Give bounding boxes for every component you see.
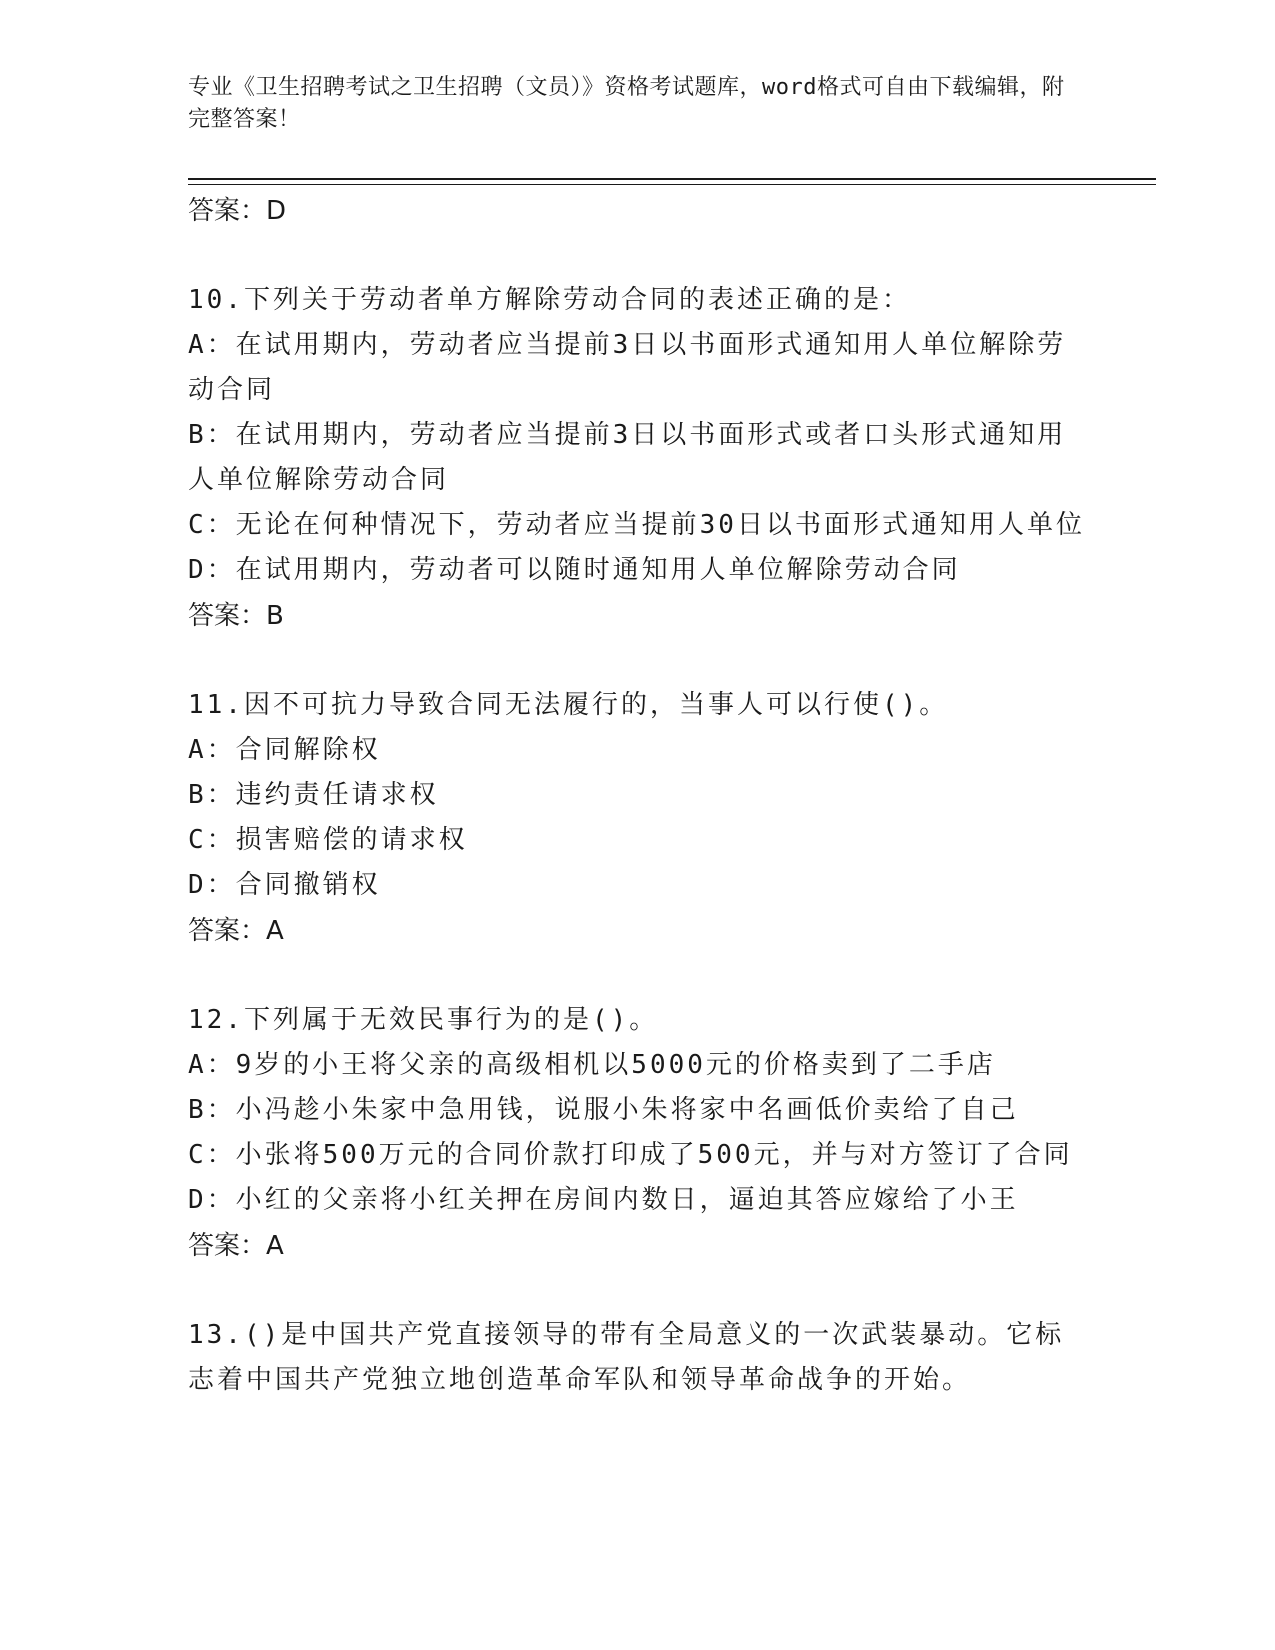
option-b: B：小冯趁小朱家中急用钱，说服小朱将家中名画低价卖给了自己 [188, 1095, 1019, 1125]
option-b: B：违约责任请求权 [188, 780, 439, 810]
question-stem: 10.下列关于劳动者单方解除劳动合同的表述正确的是： [188, 285, 911, 315]
answer-line: 答案：A [188, 1231, 284, 1261]
answer-line: 答案：D [188, 196, 287, 226]
question-stem: 13.()是中国共产党直接领导的带有全局意义的一次武装暴动。它标志着中国共产党独立地创造革命军队和领导革命战争的开始。 [188, 1320, 1065, 1395]
question-10 [188, 278, 1088, 639]
header-rule-thick [188, 178, 1156, 180]
option-c: C：无论在何种情况下，劳动者应当提前30日以书面形式通知用人单位 [188, 510, 1085, 540]
answer-line: 答案：B [188, 601, 284, 631]
question-stem: 12.下列属于无效民事行为的是()。 [188, 1005, 659, 1035]
option-a: A：9岁的小王将父亲的高级相机以5000元的价格卖到了二手店 [188, 1050, 996, 1080]
question-stem: 11.因不可抗力导致合同无法履行的，当事人可以行使()。 [188, 690, 949, 720]
question-12 [188, 998, 1088, 1269]
document-header: 专业《卫生招聘考试之卫生招聘（文员）》资格考试题库，word格式可自由下载编辑，附完整答案！ [188, 75, 1065, 132]
question-11 [188, 683, 1088, 954]
option-b: B：在试用期内，劳动者应当提前3日以书面形式或者口头形式通知用人单位解除劳动合同 [188, 420, 1067, 495]
option-d: D：在试用期内，劳动者可以随时通知用人单位解除劳动合同 [188, 555, 961, 585]
option-c: C：损害赔偿的请求权 [188, 825, 468, 855]
question-13 [188, 1313, 1088, 1403]
question-list [188, 188, 1088, 1403]
option-a: A：合同解除权 [188, 735, 381, 765]
option-a: A：在试用期内，劳动者应当提前3日以书面形式通知用人单位解除劳动合同 [188, 330, 1067, 405]
answer-line: 答案：A [188, 916, 284, 946]
option-d: D：合同撤销权 [188, 870, 381, 900]
option-c: C：小张将500万元的合同价款打印成了500元，并与对方签订了合同 [188, 1140, 1073, 1170]
option-d: D：小红的父亲将小红关押在房间内数日，逼迫其答应嫁给了小王 [188, 1185, 1019, 1215]
header-rule-thin [188, 184, 1156, 185]
